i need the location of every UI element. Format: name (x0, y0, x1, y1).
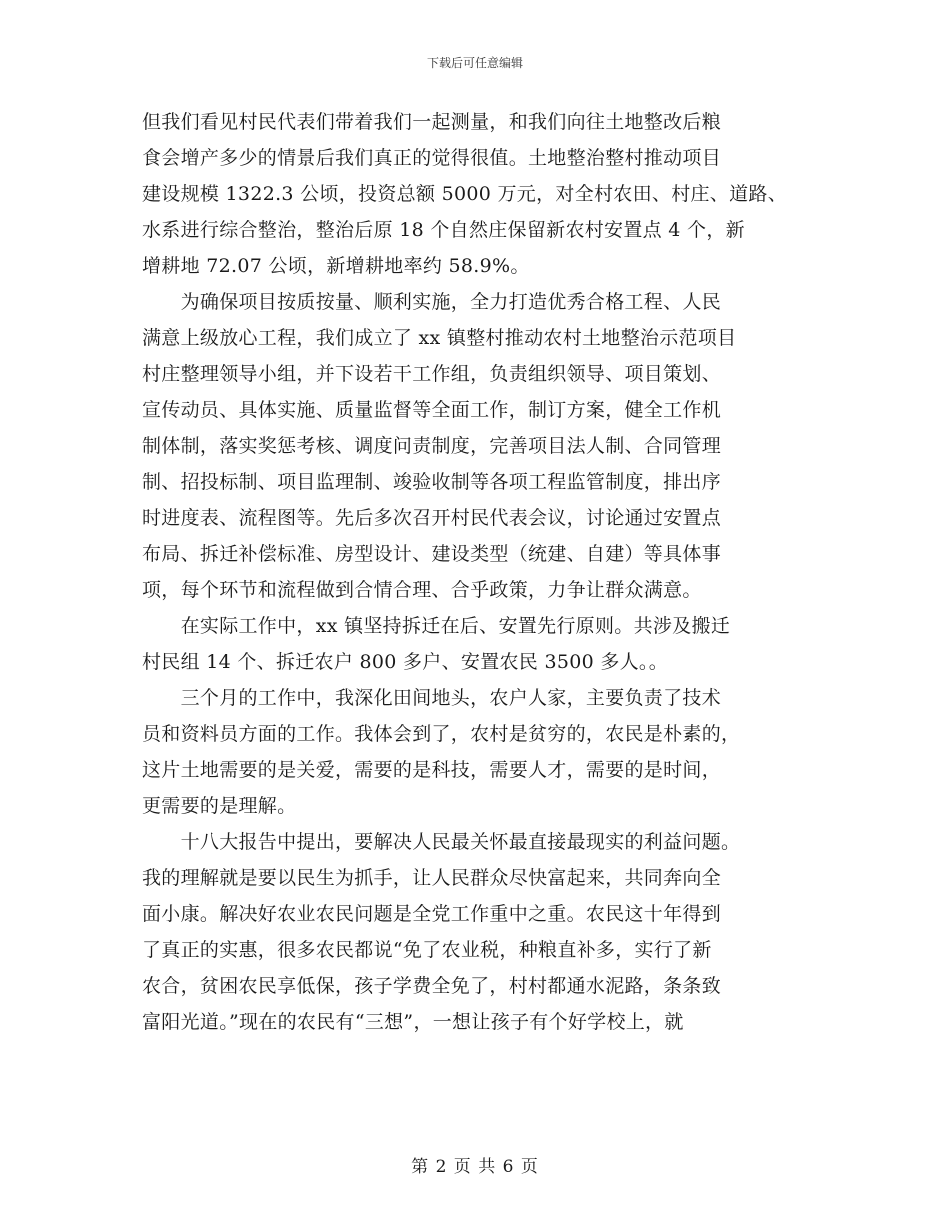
text-line: 我的理解就是要以民生为抓手，让人民群众尽快富起来，共同奔向全 (142, 867, 722, 889)
text-line: 满意上级放心工程，我们成立了 xx 镇整村推动农村土地整治示范项目 (142, 327, 737, 349)
text-line: 布局、拆迁补偿标准、房型设计、建设类型（统建、自建）等具体事 (142, 543, 722, 565)
text-line: 但我们看见村民代表们带着我们一起测量，和我们向往土地整改后粮 (142, 111, 722, 133)
text-line: 了真正的实惠，很多农民都说“免了农业税，种粮直补多，实行了新 (142, 939, 712, 961)
text-line: 时进度表、流程图等。先后多次召开村民代表会议，讨论通过安置点 (142, 507, 722, 529)
text-line: 十八大报告中提出，要解决人民最关怀最直接最现实的利益问题。 (142, 831, 741, 853)
page-number: 第 2 页 共 6 页 (411, 1157, 539, 1177)
text-line: 制、招投标制、项目监理制、竣验收制等各项工程监管制度，排出序 (142, 471, 722, 493)
text-line: 更需要的是理解。 (142, 795, 297, 817)
text-line: 村民组 14 个、拆迁农户 800 多户、安置农民 3500 多人。。 (142, 651, 669, 673)
text-line: 富阳光道。”现在的农民有“三想”，一想让孩子有个好学校上，就 (142, 1011, 684, 1033)
header-note: 下载后可任意编辑 (426, 56, 523, 70)
text-line: 项，每个环节和流程做到合情合理、合乎政策，力争让群众满意。 (142, 579, 702, 601)
text-line: 员和资料员方面的工作。我体会到了，农村是贫穷的，农民是朴素的， (142, 723, 741, 745)
text-line: 村庄整理领导小组，并下设若干工作组，负责组织领导、项目策划、 (142, 363, 722, 385)
text-line: 建设规模 1322.3 公顷，投资总额 5000 万元，对全村农田、村庄、道路、 (142, 183, 787, 205)
text-line: 农合，贫困农民享低保，孩子学费全免了，村村都通水泥路，条条致 (142, 975, 722, 997)
text-line: 水系进行综合整治，整治后原 18 个自然庄保留新农村安置点 4 个，新 (142, 219, 745, 241)
text-line: 为确保项目按质按量、顺利实施，全力打造优秀合格工程、人民 (142, 291, 722, 313)
text-line: 宣传动员、具体实施、质量监督等全面工作，制订方案，健全工作机 (142, 399, 722, 421)
text-line: 这片土地需要的是关爱，需要的是科技，需要人才，需要的是时间， (142, 759, 722, 781)
text-line: 在实际工作中，xx 镇坚持拆迁在后、安置先行原则。共涉及搬迁 (142, 615, 731, 637)
text-line: 三个月的工作中，我深化田间地头，农户人家，主要负责了技术 (142, 687, 722, 709)
text-line: 增耕地 72.07 公顷，新增耕地率约 58.9%。 (142, 255, 530, 277)
text-line: 面小康。解决好农业农民问题是全党工作重中之重。农民这十年得到 (142, 903, 722, 925)
text-line: 食会增产多少的情景后我们真正的觉得很值。土地整治整村推动项目 (142, 147, 722, 169)
text-line: 制体制，落实奖惩考核、调度问责制度，完善项目法人制、合同管理 (142, 435, 722, 457)
document-body (142, 104, 808, 1040)
